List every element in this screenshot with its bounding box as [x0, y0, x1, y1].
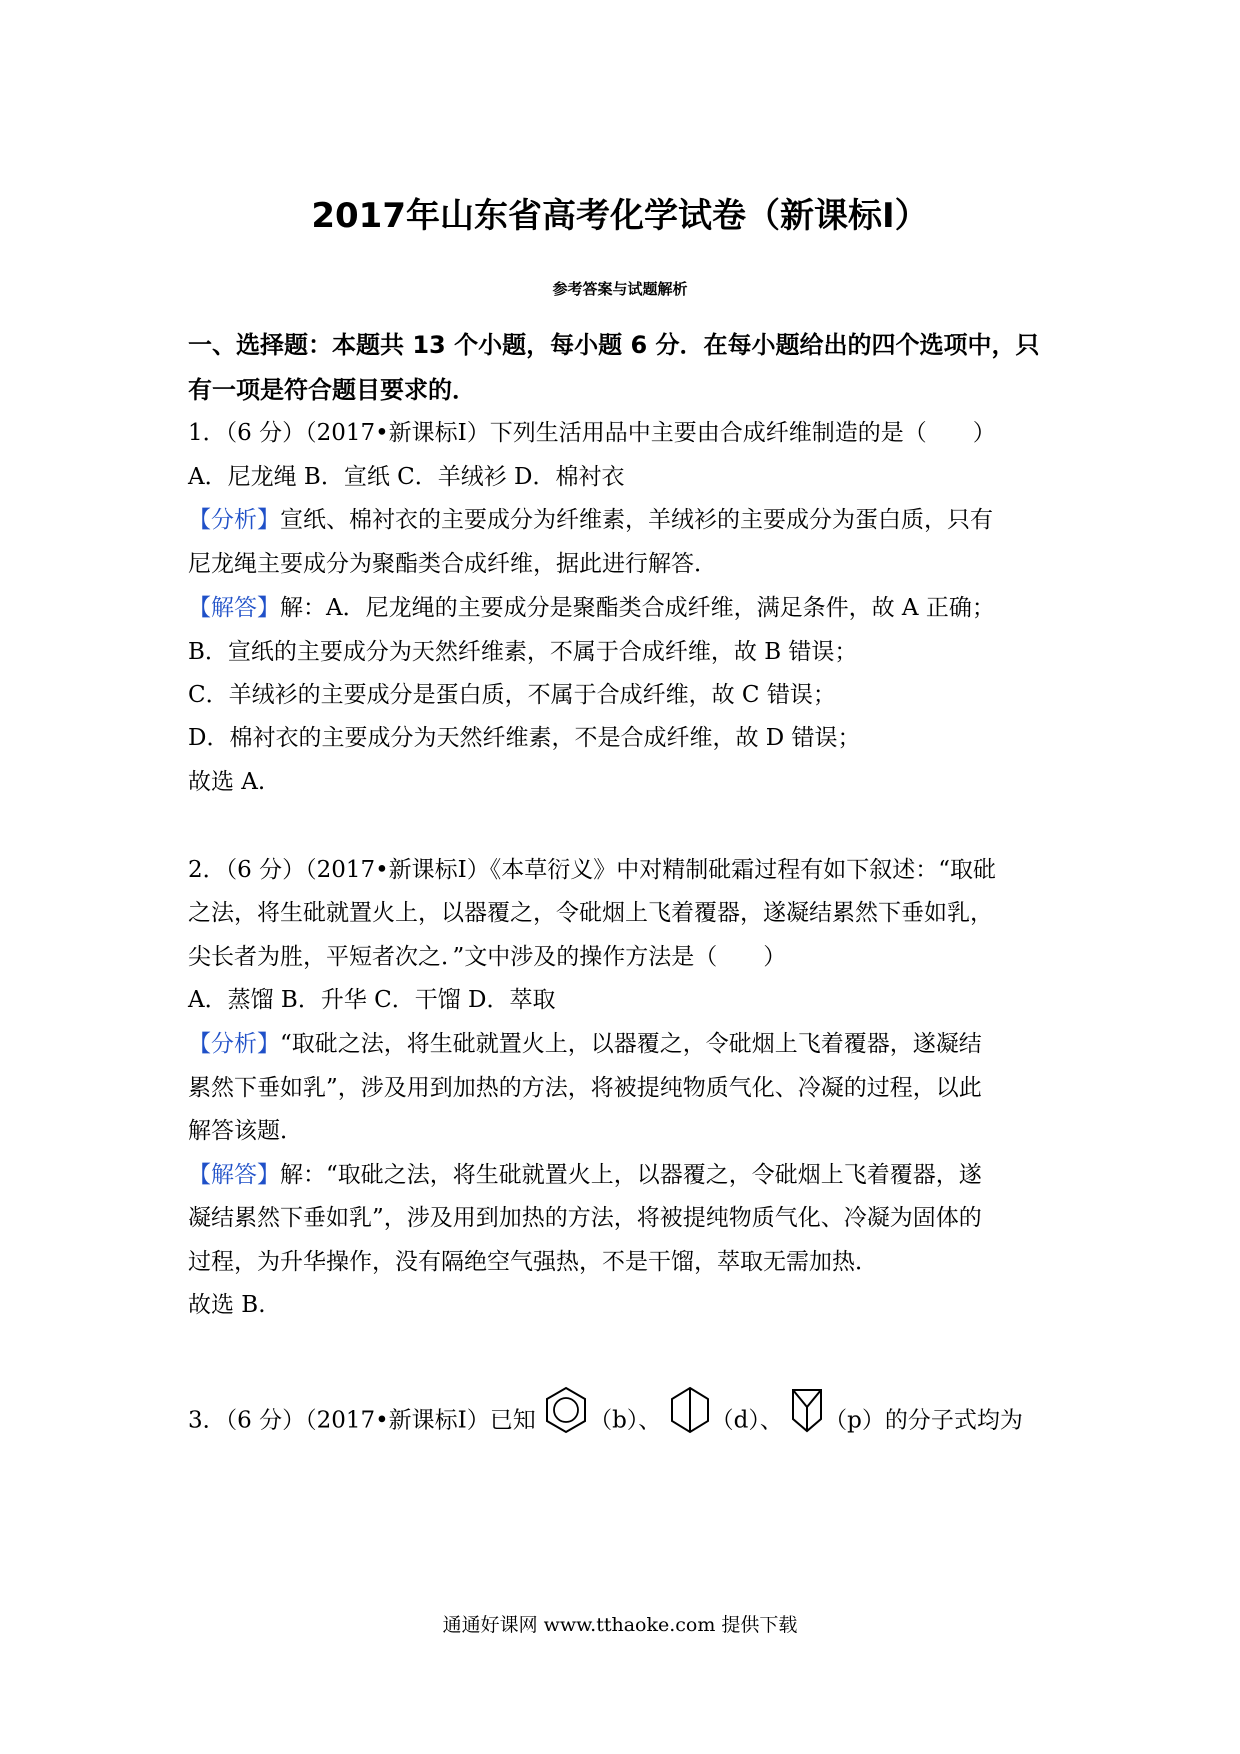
q2-stem-line-1: 2．（6 分）（2017•新课标Ⅰ）《本草衍义》中对精制砒霜过程有如下叙述：“取砒 [188, 857, 997, 883]
q2-stem-line-2: 之法，将生砒就置火上，以器覆之，令砒烟上飞着覆器，遂凝结累然下垂如乳， [188, 900, 993, 926]
prismane-structure-icon [790, 1385, 824, 1458]
page-footer: 通通好课网 www.tthaoke.com 提供下载 [442, 1614, 798, 1636]
page-subtitle: 参考答案与试题解析 [552, 280, 688, 298]
q2-stem-line-3: 尖长者为胜，平短者次之．”文中涉及的操作方法是（ ） [188, 944, 787, 970]
q2-conclusion: 故选 B. [188, 1292, 266, 1318]
q1-stem: 1．（6 分）（2017•新课标Ⅰ）下列生活用品中主要由合成纤维制造的是（ ） [188, 420, 996, 446]
q2-answer-line-2: 凝结累然下垂如乳”，涉及用到加热的方法，将被提纯物质气化、冷凝为固体的 [188, 1205, 982, 1231]
q3-stem-prefix: 3．（6 分）（2017•新课标Ⅰ）已知 [188, 1407, 536, 1434]
q2-answer-line-3: 过程，为升华操作，没有隔绝空气强热，不是干馏，萃取无需加热． [188, 1249, 878, 1275]
section-heading-line-1: 一、选择题：本题共 13 个小题，每小题 6 分．在每小题给出的四个选项中，只 [188, 331, 1040, 359]
q2-analysis-line-2: 累然下垂如乳”，涉及用到加热的方法，将被提纯物质气化、冷凝的过程，以此 [188, 1075, 982, 1101]
answer-tag: 【解答】 [188, 1162, 280, 1188]
q1-answer-text-1: 解：A．尼龙绳的主要成分是聚酯类合成纤维，满足条件，故 A 正确； [280, 595, 995, 621]
q2-answer-text-1: 解：“取砒之法，将生砒就置火上，以器覆之，令砒烟上飞着覆器，遂 [280, 1162, 982, 1188]
q1-answer-line-4: D．棉衬衣的主要成分为天然纤维素，不是合成纤维，故 D 错误； [188, 725, 861, 751]
q2-answer-line-1 [188, 1160, 1068, 1190]
analysis-tag: 【分析】 [188, 507, 280, 533]
q2-analysis-text-1: “取砒之法，将生砒就置火上，以器覆之，令砒烟上飞着覆器，遂凝结 [280, 1031, 982, 1057]
q1-options: A．尼龙绳 B．宣纸 C．羊绒衫 D．棉衬衣 [188, 464, 625, 490]
q3-label-p: （p）的分子式均为 [824, 1407, 1023, 1434]
q1-analysis-text-1: 宣纸、棉衬衣的主要成分为纤维素，羊绒衫的主要成分为蛋白质，只有 [280, 507, 993, 533]
benzene-structure-icon [543, 1385, 589, 1458]
q1-answer-line-1 [188, 593, 1068, 623]
q1-analysis-line-1 [188, 505, 1068, 535]
page-title: 2017年山东省高考化学试卷（新课标Ⅰ） [311, 196, 929, 236]
q2-analysis-line-1 [188, 1029, 1068, 1059]
q3-label-d: （d）、 [710, 1407, 783, 1434]
q1-conclusion: 故选 A. [188, 769, 266, 795]
section-heading-line-2: 有一项是符合题目要求的． [188, 376, 476, 404]
q2-analysis-line-3: 解答该题． [188, 1118, 303, 1144]
q3-label-b: （b）、 [589, 1407, 662, 1434]
answer-tag: 【解答】 [188, 595, 280, 621]
analysis-tag: 【分析】 [188, 1031, 280, 1057]
q2-options: A．蒸馏 B．升华 C．干馏 D．萃取 [188, 987, 556, 1013]
q1-analysis-line-2: 尼龙绳主要成分为聚酯类合成纤维，据此进行解答． [188, 551, 717, 577]
q1-answer-line-3: C．羊绒衫的主要成分是蛋白质，不属于合成纤维，故 C 错误； [188, 682, 836, 708]
q3-stem [188, 1385, 1068, 1445]
dewar-benzene-structure-icon [669, 1385, 711, 1458]
q1-answer-line-2: B．宣纸的主要成分为天然纤维素，不属于合成纤维，故 B 错误； [188, 639, 858, 665]
